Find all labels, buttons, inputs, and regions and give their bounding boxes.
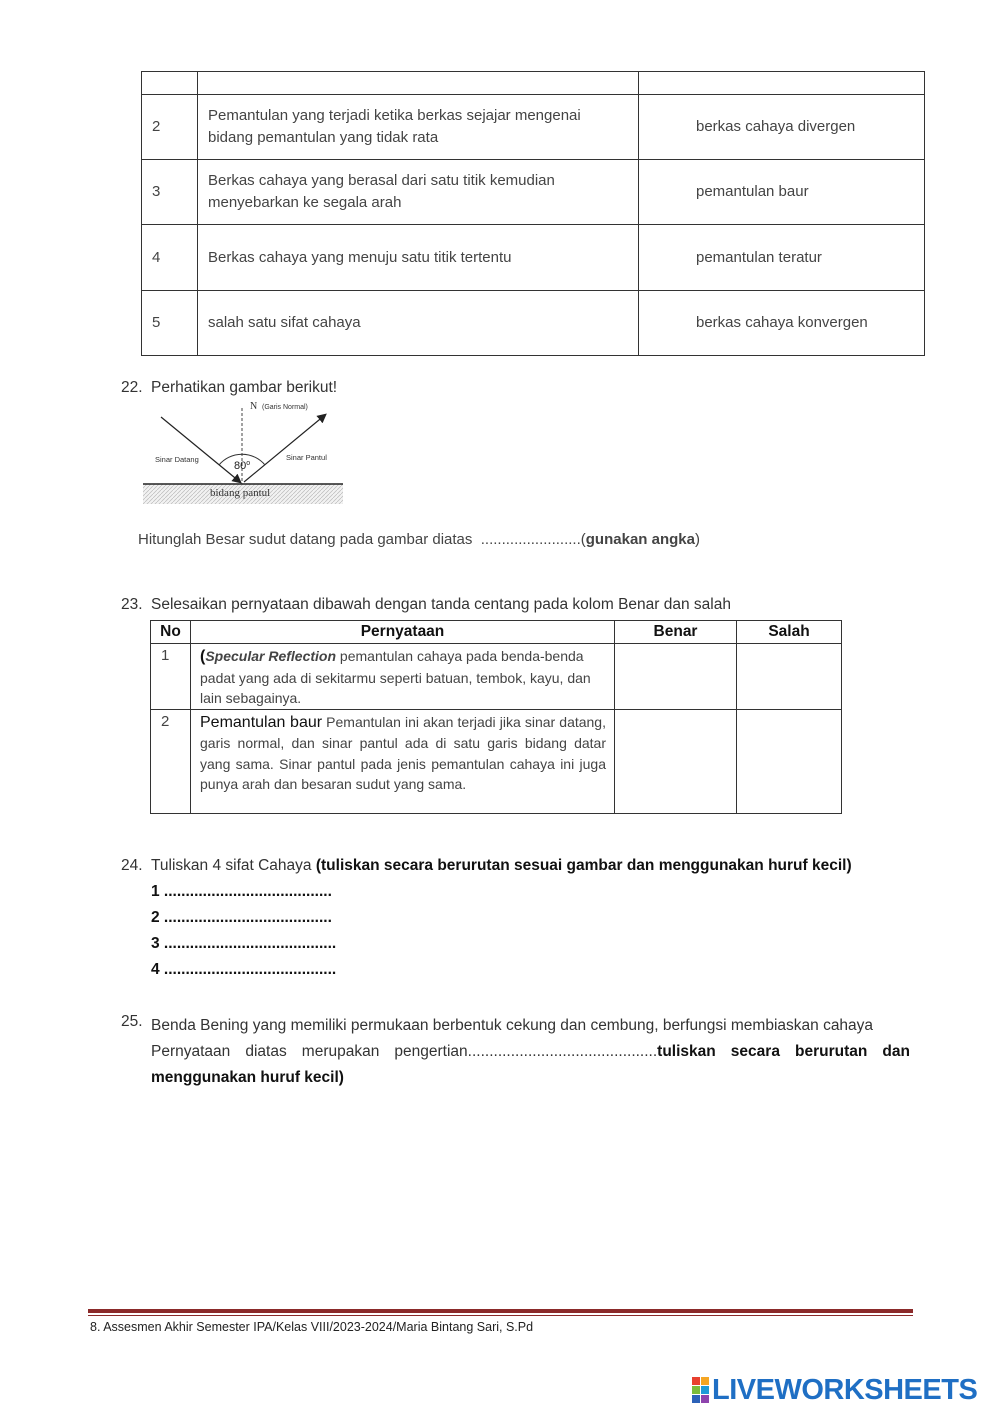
hint-text: gunakan angka <box>585 531 695 548</box>
logo-square <box>692 1395 700 1403</box>
question-23 <box>121 596 731 614</box>
answer-line-1[interactable]: 1 ....................................... <box>151 883 332 900</box>
row-description: Pemantulan yang terjadi ketika berkas sejajar mengenai bidang pemantulan yang tidak rata <box>198 95 639 160</box>
question-22-prompt <box>138 531 700 548</box>
hint-close: ) <box>694 531 700 548</box>
row-description <box>198 72 639 95</box>
liveworksheets-logo-icon <box>692 1377 709 1403</box>
question-text: Benda Bening yang memiliki permukaan berbentuk cekung dan cembung, berfungsi membiaskan cahaya <box>151 1017 874 1034</box>
table-row <box>151 709 842 813</box>
statement-body: Pemantulan ini akan terjadi jika sinar datang, garis normal, dan sinar pantul ada di satu garis bidang datar yang sama. Sinar pantul pada jenis pemantulan cahaya ini juga punya arah dan besaran sudut yang sama. <box>200 713 606 792</box>
question-25-number: 25. <box>121 1013 143 1030</box>
table-header <box>151 621 842 644</box>
row-number: 4 <box>142 225 198 291</box>
logo-square <box>692 1386 700 1394</box>
footer-text: 8. Assesmen Akhir Semester IPA/Kelas VIII/2023-2024/Maria Bintang Sari, S.Pd <box>90 1320 534 1334</box>
answer-blank[interactable]: ........................( <box>480 531 586 548</box>
false-checkbox-cell[interactable] <box>737 644 842 710</box>
row-description: salah satu sifat cahaya <box>198 291 639 356</box>
question-text: Perhatikan gambar berikut! <box>151 379 338 396</box>
true-checkbox-cell[interactable] <box>615 709 737 813</box>
table-row <box>151 644 842 710</box>
instruction-bold: tuliskan secara berurutan dan menggunakan huruf kecil) <box>151 1043 910 1086</box>
question-text: Tuliskan 4 sifat Cahaya <box>151 857 316 874</box>
footer-rule-thin <box>88 1315 913 1316</box>
answer-line-2[interactable]: 2 ....................................... <box>151 909 332 926</box>
row-number: 5 <box>142 291 198 356</box>
prompt-text: Hitunglah Besar sudut datang pada gambar diatas <box>138 531 473 548</box>
statement-text <box>191 644 615 710</box>
logo-square <box>692 1377 700 1385</box>
question-22 <box>121 379 337 397</box>
row-number: 1 <box>151 644 191 710</box>
row-description: Berkas cahaya yang menuju satu titik tertentu <box>198 225 639 291</box>
question-number: 24. <box>121 857 143 874</box>
question-24 <box>121 857 852 875</box>
table-row <box>142 160 925 225</box>
table-row <box>142 72 925 95</box>
incident-ray <box>161 417 240 482</box>
row-answer: pemantulan baur <box>639 160 925 225</box>
header-false: Salah <box>737 621 842 644</box>
statement-body: pemantulan cahaya pada benda-benda padat yang ada di sekitarmu seperti batuan, tembok, kayu, dan lain sebagainya. <box>200 648 591 706</box>
incident-label: Sinar Datang <box>155 455 199 464</box>
statement-term: Pemantulan baur <box>200 713 323 731</box>
reflection-diagram <box>141 398 347 506</box>
liveworksheets-wordmark: LIVEWORKSHEETS <box>712 1373 978 1406</box>
normal-label: N <box>250 401 258 412</box>
logo-square <box>701 1395 709 1403</box>
matching-table <box>141 71 925 356</box>
reflected-label: Sinar Pantul <box>286 453 327 462</box>
question-number: 23. <box>121 596 143 613</box>
footer-rule <box>88 1309 913 1313</box>
question-instruction <box>151 1039 910 1091</box>
answer-line-4[interactable]: 4 ........................................ <box>151 961 337 978</box>
header-no: No <box>151 621 191 644</box>
reflected-ray <box>244 415 325 482</box>
angle-value: 80$^o$ <box>234 460 251 472</box>
question-instruction: (tuliskan secara berurutan sesuai gambar dan menggunakan huruf kecil) <box>315 857 852 874</box>
question-text: Selesaikan pernyataan dibawah dengan tanda centang pada kolom Benar dan salah <box>151 596 731 613</box>
logo-square <box>701 1386 709 1394</box>
answer-blank[interactable]: Pernyataan diatas merupakan pengertian............................................ <box>151 1043 658 1060</box>
row-number <box>142 72 198 95</box>
statement-term: Specular Reflection <box>205 648 337 664</box>
header-true: Benar <box>615 621 737 644</box>
surface-label: bidang pantul <box>210 487 271 499</box>
row-description: Berkas cahaya yang berasal dari satu titik kemudian menyebarkan ke segala arah <box>198 160 639 225</box>
row-answer: berkas cahaya konvergen <box>639 291 925 356</box>
row-answer <box>639 72 925 95</box>
statement-text <box>191 709 615 813</box>
logo-square <box>701 1377 709 1385</box>
row-number: 2 <box>142 95 198 160</box>
paren: ( <box>200 648 206 665</box>
header-statement: Pernyataan <box>191 621 615 644</box>
normal-sublabel: (Garis Normal) <box>262 404 308 411</box>
row-answer: pemantulan teratur <box>639 225 925 291</box>
liveworksheets-brand[interactable] <box>692 1373 977 1407</box>
false-checkbox-cell[interactable] <box>737 709 842 813</box>
statement-table <box>150 620 842 814</box>
row-number: 2 <box>151 709 191 813</box>
row-answer: berkas cahaya divergen <box>639 95 925 160</box>
question-25 <box>151 1013 910 1091</box>
answer-line-3[interactable]: 3 ........................................ <box>151 935 337 952</box>
table-row <box>142 225 925 291</box>
table-row <box>142 95 925 160</box>
true-checkbox-cell[interactable] <box>615 644 737 710</box>
row-number: 3 <box>142 160 198 225</box>
question-number: 22. <box>121 379 143 396</box>
table-row <box>142 291 925 356</box>
